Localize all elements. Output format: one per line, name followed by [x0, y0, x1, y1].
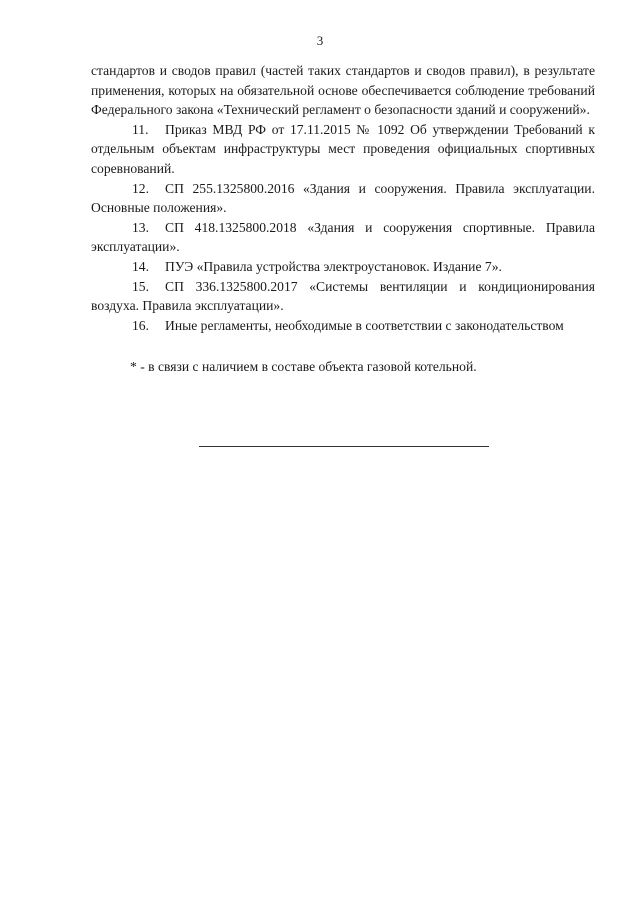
item-text: СП 418.1325800.2018 «Здания и сооружения спортивные. Правила эксплуатации». — [91, 219, 595, 255]
item-number: 15. — [132, 278, 149, 294]
page-number: 3 — [316, 33, 324, 48]
item-number: 11. — [132, 121, 149, 137]
item-text: ПУЭ «Правила устройства электроустановок. Издание 7». — [165, 258, 502, 274]
end-divider-line — [199, 446, 489, 447]
item-number: 12. — [132, 180, 149, 196]
list-item-14 — [91, 257, 595, 277]
intro-paragraph: стандартов и сводов правил (частей таких стандартов и сводов правил), в результате применения, которых на обязательной основе обеспечивается соблюдение требований Федерального закона «Технический регламент о безопасности зданий и сооружений». — [91, 63, 595, 118]
item-text: Иные регламенты, необходимые в соответствии с законодательством — [165, 317, 564, 333]
footnote: * - в связи с наличием в составе объекта газовой котельной. — [130, 359, 477, 375]
list-item-12 — [91, 179, 595, 218]
list-item-16 — [91, 316, 595, 336]
item-text: СП 255.1325800.2016 «Здания и сооружения. Правила эксплуатации. Основные положения». — [91, 180, 595, 216]
list-item-11 — [91, 120, 595, 179]
list-item-15 — [91, 277, 595, 316]
item-number: 14. — [132, 258, 149, 274]
item-number: 16. — [132, 317, 149, 333]
list-item-13 — [91, 218, 595, 257]
item-text: СП 336.1325800.2017 «Системы вентиляции и кондиционирования воздуха. Правила эксплуатации». — [91, 278, 595, 314]
item-text: Приказ МВД РФ от 17.11.2015 № 1092 Об утверждении Требований к отдельным объектам инфраструктуры мест проведения официальных спортивных соревнований. — [91, 121, 595, 176]
document-body — [91, 61, 595, 377]
item-number: 13. — [132, 219, 149, 235]
